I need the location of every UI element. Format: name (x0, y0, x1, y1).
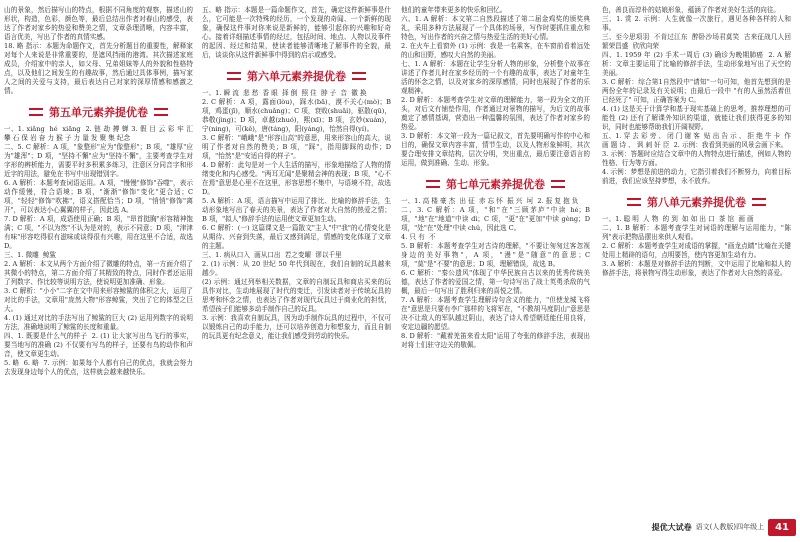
paragraph: 6. A 解析：本题考查词语运用。A 项，"慢慢"修饰"吞噬"，表示动作缓慢，符合语境；B 项，"渐渐"修饰"变化"更合适；C 项，"轻轻"修饰"吹拂"，语义搭配恰当；D 项，"悄悄"修饰"离开"，可以表达小心翼翼的样子，因此选 A。 (4, 179, 196, 214)
section-heading (4, 103, 193, 120)
paragraph: 5. A 解析：A 项，语言描写中运用了排比、比喻的修辞手法，生动形象地写出了春天的美景，表达了作者对大自然的热爱之情；B 项，"拟人"修辞手法的运用使文章更加生动。 (202, 197, 391, 223)
paragraph: 8. D 解析："戴着羌笛来看太阳"运用了夸张的修辞手法，表现出对将士们驻守边关的敬佩。 (401, 332, 590, 349)
paragraph: 5. 略 6. 略 7. 示例：如果每个人都有自己的优点，我就会努力去发现身边每个人的优点，这样就会越来越快乐。 (4, 359, 193, 376)
paragraph: 18. 略 指示：本题为命题作文，首先分析题目的重要性，解释家对每个人来说是非常重要的，是遮风挡雨的港湾。其次描述家庭成员，介绍家中的亲人，如父母、兄弟姐妹等人的外貌和性格特点，以及他们之间发生的有趣故事，然后通过具体事例，描写家人之间的关爱与支持，最后表达自己对家的深厚情感和感激之情。 (4, 42, 193, 95)
paragraph: 二、5. C 解析：A 项，"象整形"应为"像整形"；B 项，"雄厚"应为"雄浑"；D 项，"坚持不懈"应为"坚持不懈"，主要考查学生对字形的辨析能力，需要平时多积累多练习，注意区分同音字和形近字的用法，避免在书写中出现错别字。 (4, 143, 193, 178)
paragraph: 六、1. A 解析：本文第二自然段描述了第二届金鸡奖的颁奖典礼，采用多种方法展现了一个具体的场景，写作时要抓住重点和特色，写出作者的兴奋之情与热爱生活的美好心情。 (401, 15, 590, 41)
paragraph: 五、略 指示：本题是一篇命题作文，首先，确定这件新鲜事是什么，它可能是一次特殊的经历，一个发现的奇闻、一个新鲜的现象，确保这件事对你来说是新鲜的，能够引起你的兴趣和好奇心。接着详细描述事情的经过，包括时间、地点、人物以及事件的起因、经过和结果，使读者能够清晰地了解事件的全貌，最后，谈谈你从这件新鲜事中得到的启示或感受。 (202, 6, 391, 59)
column-3 (401, 6, 593, 511)
paragraph: 四、1. 既要是什么气的样子 2. (1) 让大家写出鸟飞行的事实，要当地写的准确 (2) 不仅要有写鸟的样子，还要有鸟的动作和声音，使文章更生动。 (4, 332, 193, 358)
paragraph: 7. A 解析：本题考查学生理解诗句含义的能力，"但使龙城飞将在"意思是只要有李广那样的飞将军在，"不教胡马度阴山"意思是决不让敌人的军队越过阴山，表达了诗人希望朝廷能任用良将，安定边疆的愿望。 (401, 296, 590, 331)
paragraph: 一、1. 瞬 流 悲 愁 香 眼 择 倒 照 住 脖 子 音 徽 换 (202, 89, 367, 97)
paragraph: 五、1. 穿 去 彩 旁 、 闭 门 谢 客 贴 出 告 示 、 拒 绝 牛 卡 作 画 题 诗 、 讽 刺 奸 臣 2. 示例：我看到美丽的风景会画下来。 (602, 132, 794, 149)
heading-ornament (29, 108, 43, 116)
paragraph: 3. C 解析："小小"二字在文中用来形容鲸鲨的体积之大，运用了对比的手法，文章用"庞然大物"形容鲸鲨，突出了它的体型之巨大。 (4, 287, 193, 313)
section-heading-text: 第五单元素养提优卷 (49, 105, 148, 119)
paragraph: 2. (1) 示例：从 20 世纪 50 年代到现在，我们自制的玩具越来越少。 (202, 260, 391, 277)
heading-ornament (227, 72, 241, 80)
heading-ornament (352, 72, 366, 80)
paragraph: 5. B 解析：本题考查学生对古诗的理解，"不要让匆匆过客忽视身边的美好事物"，A 项，"漫"是"随意"的意思；C 项，"莫"是"不要"的意思；D 项，理解错误，故选 B。 (401, 242, 593, 268)
paragraph: 一、1. 聪 明 人 物 的 到 如 如 出 口 茶 馆 画 画 (602, 215, 754, 223)
paragraph: 他们的童年带来更多的快乐和回忆。 (401, 6, 507, 14)
heading-ornament (752, 198, 766, 206)
page-number: 41 (768, 519, 796, 536)
paragraph: 6. C 解析：(一) 这篇课文是一篇散文"主人"中"我"的心情变化是从期待、兴奋到失落，最后又感到满足，情感的变化体现了文章的主题。 (202, 224, 391, 250)
heading-ornament (426, 180, 440, 188)
paragraph: 3. C 解析："峨峨"是"形容山高"的意思，用来形容山的高大，说明了作者对自然的赞美；B 项，"踩"，指用脚踩的动作；D 项，"怡然"是"安适自得的样子"。 (202, 134, 394, 160)
paragraph: 4. 只 有 不 (401, 233, 436, 241)
paragraph: 一、1. 高 楼 豪 杰 出 征 赤 忘 怀 振 兴 坷 2. 报 复 抱 负 (401, 197, 579, 205)
paragraph: 山的景象，然后描写山的特点，根据不同角度的观察，描述山的形状，构造，色彩，颜色等，最后总结出作者对春山的感受，表达了作者对家乡的热爱和赞美之情，文章条理清晰，内容丰富，语言优美，写出了作者的真情实感。 (4, 6, 193, 41)
paragraph: 4. 示例：梦想是前进的动力，它指引着我们不断努力，向着目标前进，我们应该坚持梦想，永不放弃。 (602, 168, 791, 185)
section-heading (602, 193, 791, 210)
paragraph: 二、3. C 解析：A 项，"和"在"三顾茅庐"中读 hé；B 项，"地"在"地道"中读 dì；C 项，"更"在"更加"中读 gèng；D 项，"处"在"处理"中读 chǔ，因此选 C。 (401, 206, 593, 232)
heading-ornament (551, 180, 565, 188)
paragraph: 二、1. B 解析：本题考查学生对词语的理解与运用能力，"陈列"表示把物品摆出来供人观看。 (602, 224, 791, 241)
paragraph: 2. A 解析：本文从两个方面介绍了微雕的特点，第一方面介绍了其微小的特点，第二方面介绍了其精致的特点，同时作者还运用了列数字、作比较等说明方法，使说明更加准确、形象。 (4, 260, 193, 286)
paragraph: 3. A 解析：本题是对修辞手法的判断，文中运用了比喻和拟人的修辞手法，将景物写得生动形象，表达了作者对大自然的喜爱。 (602, 260, 791, 277)
paragraph: 3. 示例：我喜欢自制玩具，因为动手制作玩具的过程中，不仅可以锻炼自己的动手能力，还可以培养创造力和想象力，而且自制的玩具更有纪念意义，能让我们感受到劳动的快乐。 (202, 314, 391, 340)
paragraph: 3. 示例：答题时应结合文章中的人物特点进行描述，例如人物的性格、行为等方面。 (602, 150, 791, 167)
paragraph: 三、至今思项羽 不肯过江东 醉卧沙场君莫笑 古来征战几人回 繁荣昌盛 欣欣向荣 (602, 33, 796, 50)
paragraph: 三、1. 赏 2. 示例：人生就像一次旅行，遇见各种各样的人和事。 (602, 15, 791, 32)
paragraph: 色，善良而淳朴的姑娘形象，蕴涵了作者对美好生活的向往。 (602, 6, 781, 14)
paragraph: 一、1. xiǎng hé xiāng 2. 链 劫 搏 蝉 3. 假 目 云 彩 牢 汇 攀 石 保 岩 奋 力 猴 子 力 量 发 聚 集 纪念 (4, 125, 196, 142)
paragraph: 2. D 解析：本题考查学生对文章的理解能力，第一段为全文的开头，对后文有铺垫作用，作者通过对景物的描写，为后文的故事奠定了感情基调，营造出一种温馨的氛围，表达了作者对家乡的热爱。 (401, 96, 590, 131)
paragraph: 四、1. 1959 年 (2) 手术一周后 (3) 确诊为晚期肺癌 2. A 解析：文章主要运用了比喻的修辞手法，生动形象地写出了天空的美丽。 (602, 51, 791, 77)
page-footer (652, 516, 796, 538)
paragraph: 6. C 解析："秦公遗风"体现了中华民族自古以来的优秀传统美德，表达了作者的爱国之情，第一句诗写出了战士英勇杀敌的气概，最后一句写出了胜利归来的喜悦之情。 (401, 269, 590, 295)
column-1 (4, 6, 196, 511)
paragraph: 三、1. 病从口入 画从口出 若之变曜 谬以千里 (202, 251, 342, 259)
paragraph: 4. (1) 通过对比的手法写出了鲸鲨的巨大 (2) 运用列数字的说明方法，准确地说明了鲸鲨的长度和重量。 (4, 314, 193, 331)
paragraph: 3. C 解析：综合第1自然段中"请知"一句可知，他首先想到的是两份全年的记录及有关说明；由最后一段中 "有的人虽然活着但已经死了" 可知，正确答案为 C。 (602, 78, 791, 104)
section-heading (202, 67, 391, 84)
paragraph: 7. D 解析：A 项，成语使用正确；B 项，"昂首挺胸"形容精神饱满；C 项，"不以为然"不认为是对的，表示不同意；D 项，"津津有味"形容吃得很有滋味或谈得很有兴趣，用在这里不合适，故选 D。 (4, 215, 196, 250)
paragraph: 2. C 解析：本题考查学生对成语的掌握，"画龙点睛"比喻在关键处用上精辟的语句，点明要旨，使内容更加生动有力。 (602, 242, 791, 259)
section-heading-text: 第七单元素养提优卷 (446, 177, 545, 191)
heading-ornament (627, 198, 641, 206)
paragraph: 3. D 解析：本文第一段为一篇记叙文，首先要明确写作的中心和目的，确保文章内容丰富，情节生动，以及人物形象鲜明，其次要合理安排文章结构，层次分明，突出重点，最后要注意语言的运用，做到准确、生动、形象。 (401, 132, 590, 167)
section-heading (401, 175, 590, 192)
paragraph: 4. D 解析：此句是对一个人生活的描写，形象地描绘了人物的情绪变化和内心感受。"两耳无闻"是聚精会神的表现；B 项，"心不在焉"意思是心里不在这里，形容思想不集中，与语境不符，故选 D。 (202, 161, 394, 196)
paragraph: 4. (1) 这是关于计算学和基于现实基础上的思考，推荐理想的可能性 (2) 还有了解课外知识的渠道，就能让我们获得更多的知识，同时也能够帮助我们开阔视野。 (602, 105, 791, 131)
column-4 (602, 6, 796, 511)
paragraph: 三、1. 微雕 鲸鲨 (4, 251, 57, 259)
series-label: 语文(人教版)四年级上 (695, 523, 765, 531)
section-heading-text: 第八单元素养提优卷 (647, 195, 746, 209)
paragraph: 2. C 解析：A 项，露面(lòu)，踩水(bā)，漠不关心(mò)；B 项，鸡蛋(jī)，顺水(chuǎng)；C 项，衰败(shuāi)，驱散(qū)，恭敬(jìng)；D 项，卓越(zhuó)，熙(xī)；B 项，玄妙(xuán)，宁(ning)，可(kě)，唐(táng)，阳(yáng)，怡然自得(yí)。 (202, 98, 394, 133)
paragraph: (2) 示例：通过列举相关数据，文章的自制玩具和商店买来的玩具作对比，生动地展现了时代的变迁，引发读者对于传统玩具的思考和怀念之情，也表达了作者对现代玩具过于商业化的担忧，希望孩子们能够多动手制作自己的玩具。 (202, 278, 391, 313)
brand-name: 提优大试卷 (651, 522, 692, 532)
section-heading-text: 第六单元素养提优卷 (247, 69, 346, 83)
paragraph: 2. 在火车上看窗外 (1) 示例：我是一名乘客，在车窗前看着远处的山和田野，感叹大自然的美丽。 (401, 42, 590, 59)
paragraph: 七、1. A 解析：本题在让学生分析人物的形象，分析整个故事在讲述了作者儿时在家乡经历的一个有趣的故事，表达了对童年生活的怀念之情，以及对家乡的深厚感情，同时也展现了作者的乐观精神。 (401, 60, 590, 95)
column-2 (202, 6, 394, 511)
heading-ornament (154, 108, 168, 116)
